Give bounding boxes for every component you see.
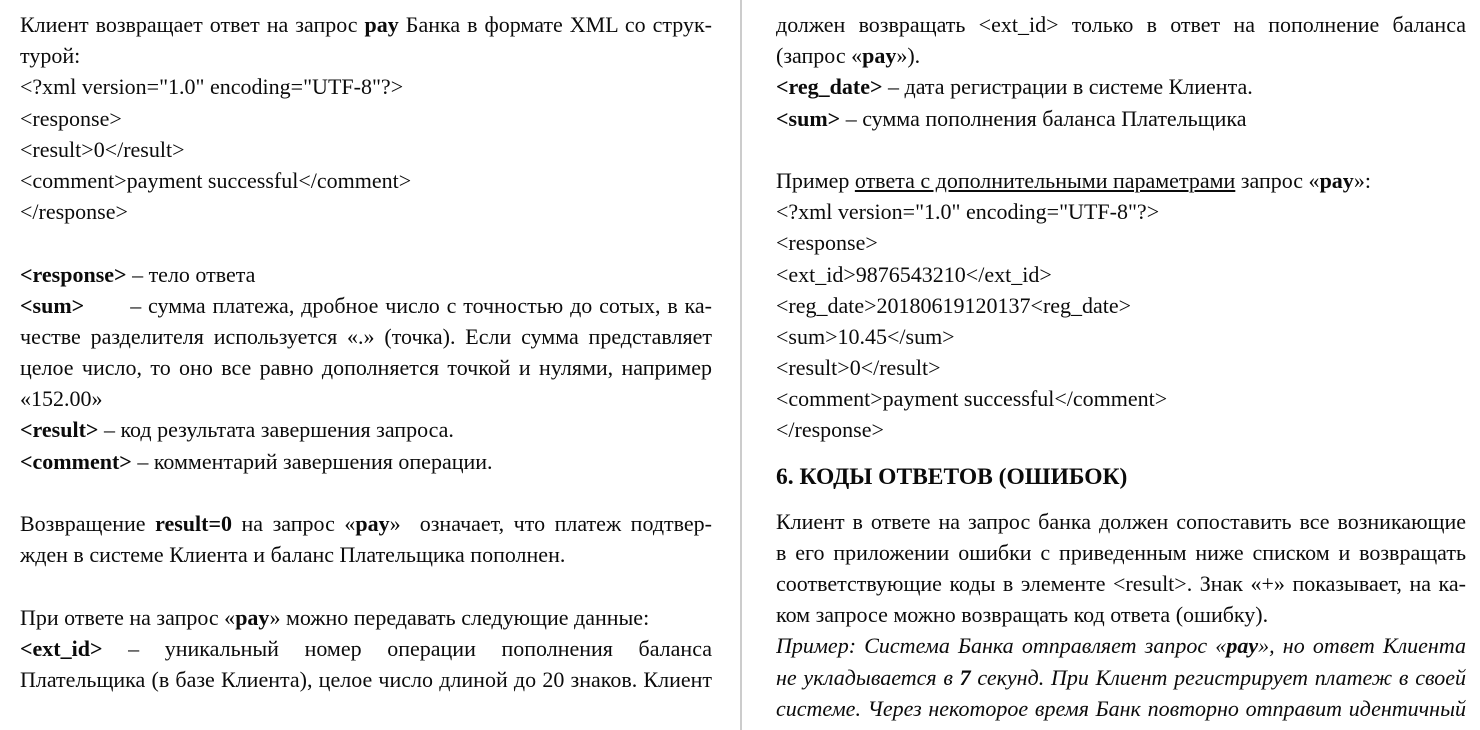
- text-line: [776, 9, 1466, 40]
- text-line: [20, 602, 712, 633]
- text-segment: 7: [959, 664, 971, 690]
- text-segment: «152.00»: [20, 386, 103, 412]
- text-line: [20, 633, 712, 664]
- text-segment: pay: [235, 604, 270, 630]
- text-segment: не укладывается в: [776, 664, 960, 690]
- text-segment: » означает, что платеж подтвер-: [389, 511, 712, 536]
- text-segment: </response>: [20, 199, 128, 225]
- text-segment: – дата регистрации в системе Клиента.: [882, 74, 1253, 100]
- text-line: [20, 321, 712, 352]
- text-segment: <response>: [776, 230, 878, 256]
- text-line: [20, 259, 712, 290]
- text-line: [776, 537, 1466, 568]
- text-segment: (запрос «: [776, 43, 863, 69]
- blank-line: [20, 227, 712, 258]
- text-line: [776, 196, 1466, 227]
- text-segment: pay: [1226, 633, 1259, 659]
- text-segment: <result>0</result>: [776, 355, 941, 381]
- text-segment: <?xml version="1.0" encoding="UTF-8"?>: [20, 74, 404, 100]
- text-segment: 6. КОДЫ ОТВЕТОВ (ОШИБОК): [776, 463, 1128, 490]
- text-line: [776, 662, 1466, 693]
- text-line: [776, 290, 1466, 321]
- text-segment: Пример: Система Банка отправляет запрос «: [776, 633, 1227, 659]
- text-line: [776, 568, 1466, 599]
- text-line: [776, 630, 1466, 661]
- text-segment: Плательщика (в базе Клиента), целое число длиной до 20 знаков. Клиент: [20, 666, 712, 692]
- text-segment: » можно передавать следующие данные:: [269, 604, 650, 630]
- text-segment: – сумма пополнения баланса Плательщика: [840, 105, 1247, 131]
- blank-line: [776, 134, 1466, 165]
- page-left: [20, 9, 712, 695]
- text-segment: – уникальный номер операции пополнения баланса: [102, 635, 712, 661]
- text-segment: Клиент возвращает ответ на запрос: [20, 12, 365, 37]
- text-line: [20, 539, 712, 570]
- text-line: [776, 506, 1466, 537]
- text-line: [20, 9, 712, 40]
- text-line: [20, 40, 712, 71]
- text-segment: Клиент в ответе на запрос банка должен сопоставить все возникающие: [776, 508, 1466, 534]
- text-segment: в его приложении ошибки с приведенным ниже списком и возвращать: [776, 539, 1466, 565]
- text-segment: <response>: [20, 261, 127, 287]
- text-line: [20, 71, 712, 102]
- text-segment: секунд. При Клиент регистрирует платеж в своей: [970, 664, 1466, 690]
- text-segment: <result>: [20, 417, 99, 443]
- text-segment: <?xml version="1.0" encoding="UTF-8"?>: [776, 199, 1160, 225]
- text-line: [20, 103, 712, 134]
- text-segment: pay: [355, 511, 390, 536]
- text-segment: <comment>: [20, 448, 132, 474]
- text-segment: Пример: [776, 167, 855, 193]
- text-line: [20, 383, 712, 414]
- blank-line: [20, 477, 712, 508]
- blank-line: [20, 570, 712, 601]
- text-line: [776, 71, 1466, 102]
- text-line: [20, 134, 712, 165]
- text-segment: <result>0</result>: [20, 136, 185, 162]
- text-line: [20, 196, 712, 227]
- text-segment: <sum>: [776, 105, 841, 131]
- text-segment: соответствующие коды в элементе <result>. Знак «+» показывает, на ка-: [776, 571, 1466, 596]
- text-line: [20, 290, 712, 321]
- text-line: [776, 103, 1466, 134]
- section-heading: [776, 460, 1466, 494]
- text-segment: системе. Через некоторое время Банк повторно отправит идентичный: [776, 695, 1466, 721]
- text-segment: турой:: [20, 43, 81, 69]
- page-divider: [740, 0, 742, 730]
- text-segment: – комментарий завершения операции.: [131, 448, 493, 474]
- text-segment: <comment>payment successful</comment>: [776, 386, 1168, 412]
- text-segment: на запрос «: [231, 511, 356, 536]
- text-segment: – тело ответа: [126, 261, 256, 287]
- text-segment: <reg_date>: [776, 74, 883, 100]
- text-line: [20, 352, 712, 383]
- text-segment: ком запросе можно возвращать код ответа (ошибку).: [776, 602, 1269, 628]
- text-segment: честве разделителя используется «.» (точка). Если сумма представляет: [20, 323, 712, 349]
- text-segment: <ext_id>: [20, 635, 103, 661]
- text-segment: <reg_date>20180619120137<reg_date>: [776, 292, 1132, 318]
- text-line: [776, 227, 1466, 258]
- text-segment: »).: [896, 43, 921, 69]
- page-right: [776, 9, 1466, 724]
- text-segment: жден в системе Клиента и баланс Плательщика пополнен.: [20, 542, 566, 568]
- text-line: [776, 352, 1466, 383]
- text-segment: должен возвращать <ext_id> только в ответ на пополнение баланса: [776, 12, 1466, 37]
- text-segment: pay: [1319, 167, 1354, 193]
- text-segment: ответа с дополнительными параметрами: [854, 167, 1236, 193]
- text-segment: – код результата завершения запроса.: [98, 417, 454, 443]
- text-segment: <response>: [20, 105, 122, 131]
- text-line: [776, 259, 1466, 290]
- text-segment: <comment>payment successful</comment>: [20, 167, 412, 193]
- text-segment: </response>: [776, 417, 884, 443]
- text-segment: result=0: [155, 511, 232, 536]
- text-segment: <ext_id>9876543210</ext_id>: [776, 261, 1052, 287]
- text-line: [776, 599, 1466, 630]
- text-line: [776, 40, 1466, 71]
- text-line: [20, 664, 712, 695]
- text-segment: – сумма платежа, дробное число с точностью до сотых, в ка-: [130, 292, 712, 318]
- text-line: [20, 446, 712, 477]
- text-segment: », но ответ Клиента: [1258, 633, 1466, 659]
- text-segment: <sum>: [20, 292, 85, 318]
- text-segment: »:: [1353, 167, 1371, 193]
- text-segment: запрос «: [1235, 167, 1320, 193]
- text-line: [776, 693, 1466, 724]
- text-line: [776, 165, 1466, 196]
- text-line: [20, 414, 712, 445]
- text-segment: pay: [862, 43, 897, 69]
- text-line: [776, 414, 1466, 445]
- text-segment: Возвращение: [20, 511, 156, 536]
- text-segment: целое число, то оно все равно дополняется точкой и нулями, например: [20, 355, 712, 381]
- text-segment: Банка в формате XML со струк-: [398, 12, 712, 37]
- text-line: [20, 508, 712, 539]
- text-line: [776, 321, 1466, 352]
- text-segment: При ответе на запрос «: [20, 604, 236, 630]
- text-line: [776, 383, 1466, 414]
- text-segment: <sum>10.45</sum>: [776, 323, 955, 349]
- text-line: [20, 165, 712, 196]
- text-segment: pay: [364, 12, 399, 37]
